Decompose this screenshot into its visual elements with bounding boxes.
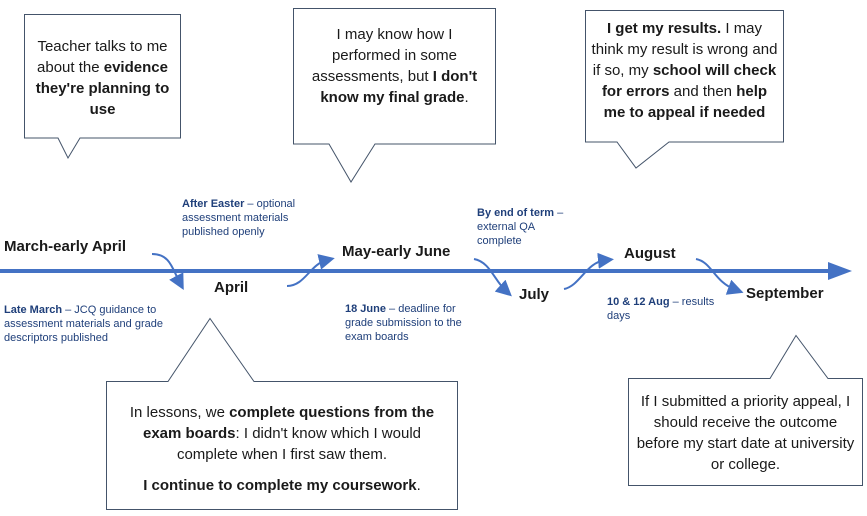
stage-september: September: [746, 285, 824, 302]
callout-lessons-bold-2: I continue to complete my coursework: [143, 477, 417, 494]
stage-march-early-april: March-early April: [4, 238, 126, 255]
callout-teacher-bold: evidence they're planning to use: [35, 59, 170, 118]
note-late-march-date: Late March: [4, 304, 63, 316]
callout-appeal-text: If I submitted a priority appeal, I should receive the outcome before my start date at university or college.: [636, 393, 855, 473]
callout-final-grade: [293, 8, 496, 183]
callout-lessons-text-3: .: [416, 477, 421, 494]
callout-lessons-text-2: : I didn't know which I would complete when I first saw them.: [176, 425, 421, 463]
timeline-arrowhead: [828, 262, 852, 280]
curve-arrow-august-september: [696, 259, 736, 290]
note-after-easter: [182, 197, 312, 239]
curve-arrow-may-july: [474, 259, 506, 291]
note-18-june-date: 18 June: [345, 303, 386, 315]
callout-results: [585, 10, 784, 170]
stage-may-early-june: May-early June: [342, 243, 451, 260]
note-results-days-date: 10 & 12 Aug: [607, 296, 670, 308]
note-end-of-term-date: By end of term: [477, 207, 555, 219]
note-end-of-term: [477, 206, 582, 248]
callout-results-bold-3: help me to appeal if needed: [603, 83, 768, 121]
curve-arrow-july-august: [564, 260, 606, 289]
callout-results-text-2: and then: [669, 83, 737, 100]
callout-final-grade-end: .: [464, 89, 469, 106]
note-late-march-text: – JCQ guidance to assessment materials and grade descriptors published: [4, 304, 163, 344]
stage-august: August: [624, 245, 676, 262]
callout-lessons: [106, 318, 458, 510]
note-18-june-text: – deadline for grade submission to the exam boards: [345, 303, 462, 343]
callout-results-bold-1: I get my results.: [606, 20, 722, 37]
callout-lessons-bold-1: complete questions from the exam boards: [142, 404, 435, 442]
callout-results-text-1: I may think my result is wrong and if so, my: [591, 20, 778, 79]
callout-final-grade-bold: I don't know my final grade: [320, 68, 478, 106]
callout-teacher-evidence: [24, 14, 181, 159]
note-results-days: [607, 295, 733, 323]
note-end-of-term-text: – external QA complete: [477, 207, 564, 247]
note-results-days-text: – results days: [607, 296, 715, 322]
callout-lessons-text-1: In lessons, we: [129, 404, 230, 421]
callout-results-bold-2: school will check for errors: [601, 62, 777, 100]
stage-july: July: [519, 286, 550, 303]
note-after-easter-text: – optional assessment materials published openly: [182, 198, 296, 238]
note-after-easter-date: After Easter: [182, 198, 245, 210]
callout-final-grade-text: I may know how I performed in some assessments, but: [311, 26, 458, 85]
curve-arrow-march-april: [152, 254, 180, 283]
stage-april: April: [214, 279, 249, 296]
callout-teacher-text: Teacher talks to me about the: [37, 38, 168, 76]
callout-priority-appeal: [628, 335, 863, 486]
